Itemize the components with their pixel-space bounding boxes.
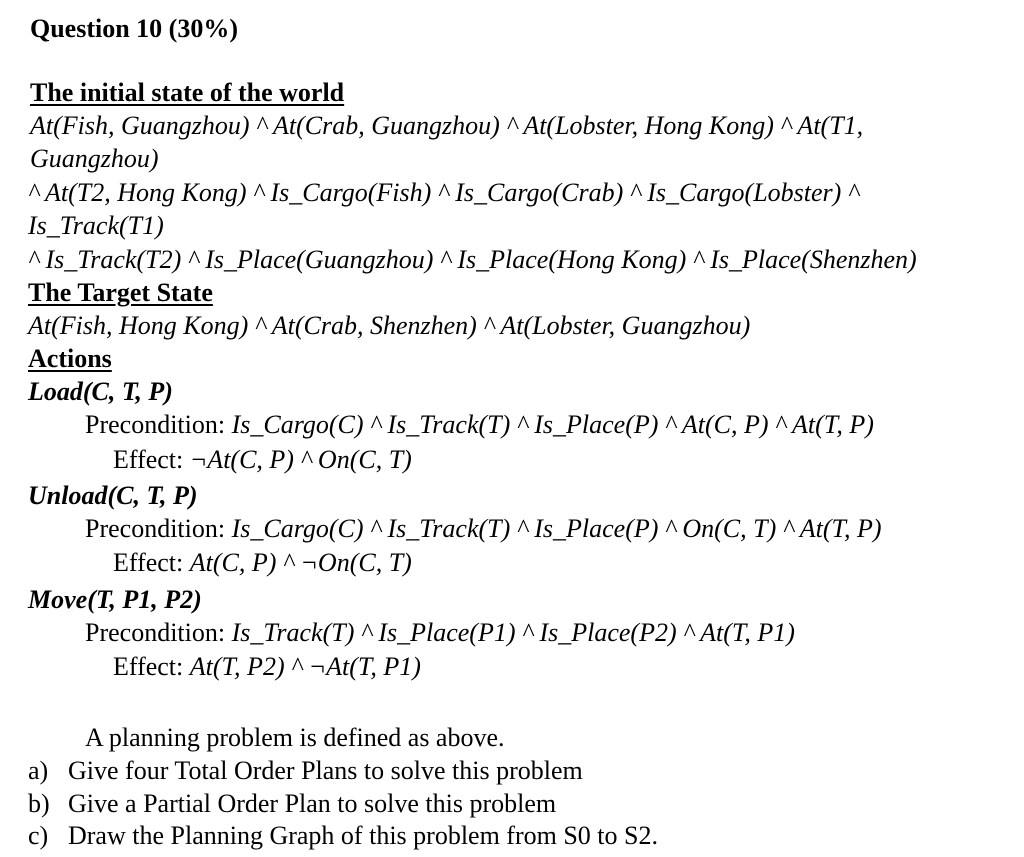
initial-state-line-2: Guangzhou)	[30, 144, 159, 173]
problem-intro: A planning problem is defined as above.	[85, 723, 505, 752]
task-text: Draw the Planning Graph of this problem from S0 to S2.	[68, 821, 658, 850]
question-title: Question 10 (30%)	[30, 14, 238, 43]
action-unload-effect	[113, 548, 412, 578]
task-c	[28, 821, 658, 851]
effect-label: Effect:	[113, 652, 190, 681]
action-move-name: Move(T, P1, P2)	[28, 585, 202, 614]
task-b	[28, 789, 556, 819]
task-marker: b)	[28, 789, 50, 818]
action-load-precondition	[85, 410, 874, 440]
target-state-line: At(Fish, Hong Kong) ^ At(Crab, Shenzhen) ^ At(Lobster, Guangzhou)	[28, 311, 751, 340]
task-marker: c)	[28, 821, 49, 850]
effect-label: Effect:	[113, 548, 190, 577]
effect-text: At(T, P2) ^ ¬At(T, P1)	[189, 652, 421, 681]
effect-text: At(C, P) ^ ¬On(C, T)	[189, 548, 412, 577]
precondition-label: Precondition:	[85, 618, 232, 647]
initial-state-heading: The initial state of the world	[30, 78, 345, 107]
target-state-heading: The Target State	[28, 278, 213, 307]
precondition-text: Is_Cargo(C) ^ Is_Track(T) ^ Is_Place(P) ^ At(C, P) ^ At(T, P)	[231, 410, 874, 439]
precondition-label: Precondition:	[85, 514, 232, 543]
task-text: Give four Total Order Plans to solve this problem	[68, 756, 583, 785]
precondition-text: Is_Cargo(C) ^ Is_Track(T) ^ Is_Place(P) ^ On(C, T) ^ At(T, P)	[231, 514, 882, 543]
precondition-label: Precondition:	[85, 410, 232, 439]
task-a	[28, 756, 583, 786]
initial-state-line-4: Is_Track(T1)	[28, 211, 164, 240]
task-text: Give a Partial Order Plan to solve this problem	[68, 789, 557, 818]
initial-state-line-1: At(Fish, Guangzhou) ^ At(Crab, Guangzhou) ^ At(Lobster, Hong Kong) ^ At(T1,	[30, 111, 864, 140]
action-unload-precondition	[85, 514, 882, 544]
effect-label: Effect:	[113, 445, 190, 474]
task-marker: a)	[28, 756, 49, 785]
actions-heading: Actions	[28, 344, 112, 373]
action-load-effect	[113, 445, 412, 475]
action-load-name: Load(C, T, P)	[28, 377, 173, 406]
action-move-precondition	[85, 618, 795, 648]
action-move-effect	[113, 652, 421, 682]
effect-text: ¬At(C, P) ^ On(C, T)	[189, 445, 412, 474]
precondition-text: Is_Track(T) ^ Is_Place(P1) ^ Is_Place(P2) ^ At(T, P1)	[231, 618, 795, 647]
action-unload-name: Unload(C, T, P)	[28, 481, 198, 510]
initial-state-line-5: ^ Is_Track(T2) ^ Is_Place(Guangzhou) ^ Is_Place(Hong Kong) ^ Is_Place(Shenzhen)	[28, 245, 917, 274]
initial-state-line-3: ^ At(T2, Hong Kong) ^ Is_Cargo(Fish) ^ Is_Cargo(Crab) ^ Is_Cargo(Lobster) ^	[28, 178, 859, 207]
